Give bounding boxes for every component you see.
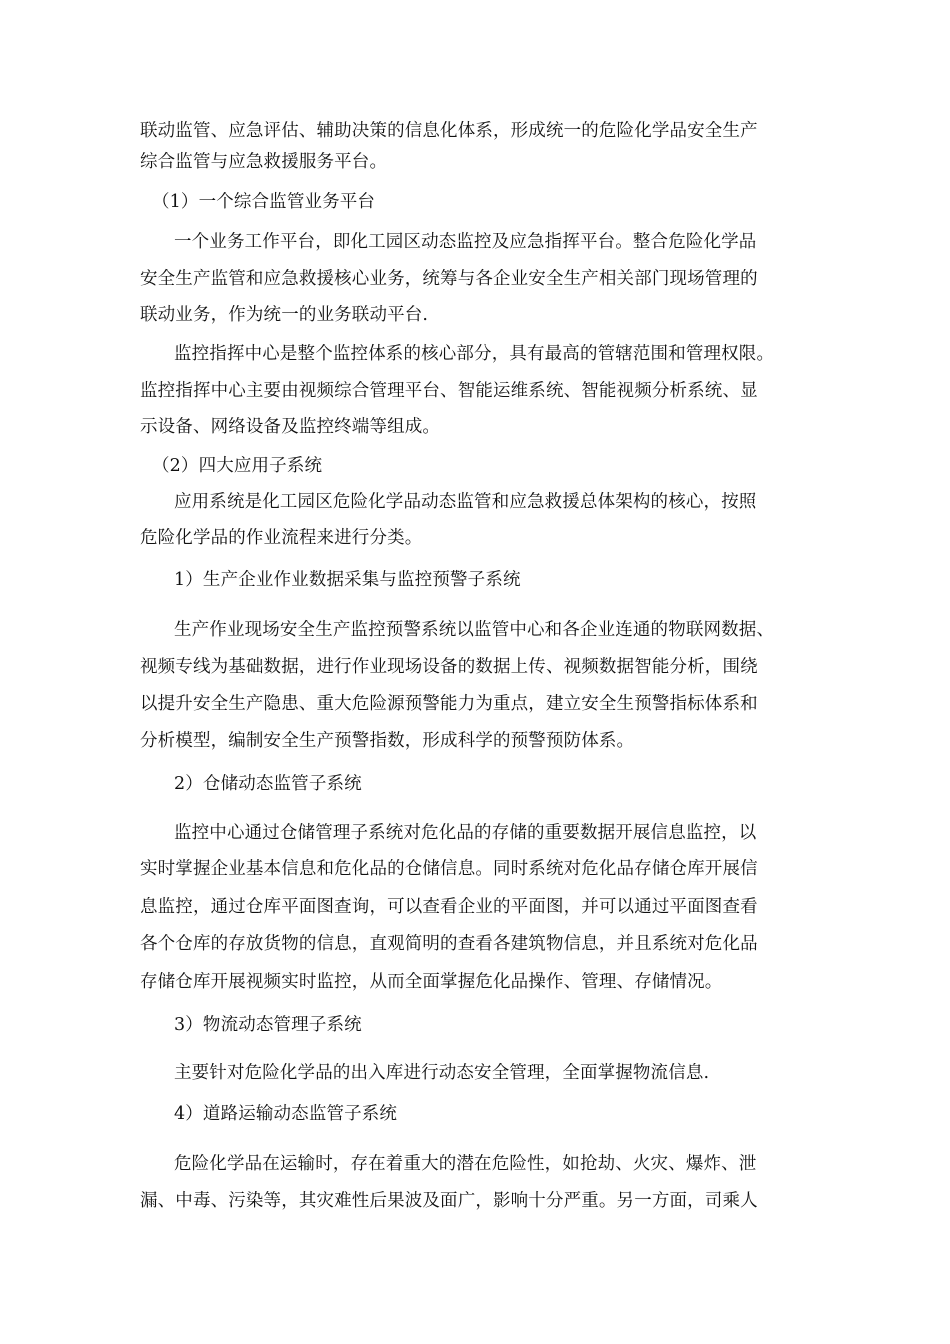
paragraph-line: 各个仓库的存放货物的信息，直观简明的查看各建筑物信息，并且系统对危化品	[140, 934, 758, 954]
subsection-heading: 3）物流动态管理子系统	[174, 1015, 362, 1035]
paragraph-line: 安全生产监管和应急救援核心业务，统筹与各企业安全生产相关部门现场管理的	[140, 269, 758, 289]
subsection-heading: 1）生产企业作业数据采集与监控预警子系统	[174, 570, 521, 590]
paragraph-line: 以提升安全生产隐患、重大危险源预警能力为重点，建立安全生预警指标体系和	[140, 694, 758, 714]
paragraph-line: 一个业务工作平台，即化工园区动态监控及应急指挥平台。整合危险化学品	[174, 232, 757, 252]
paragraph-line: 实时掌握企业基本信息和危化品的仓储信息。同时系统对危化品存储仓库开展信	[140, 859, 758, 879]
subsection-heading: 4）道路运输动态监管子系统	[174, 1104, 398, 1124]
paragraph-line: 分析模型，编制安全生产预警指数，形成科学的预警预防体系。	[140, 731, 635, 751]
paragraph-line: 漏、中毒、污染等，其灾难性后果波及面广，影响十分严重。另一方面，司乘人	[140, 1191, 758, 1211]
paragraph-line: 息监控，通过仓库平面图查询，可以查看企业的平面图，并可以通过平面图查看	[140, 897, 758, 917]
paragraph-line: 危险化学品的作业流程来进行分类。	[140, 528, 423, 548]
paragraph-line: 危险化学品在运输时，存在着重大的潜在危险性，如抢劫、火灾、爆炸、泄	[174, 1154, 757, 1174]
section-heading: （2）四大应用子系统	[152, 456, 323, 476]
paragraph-line: 示设备、网络设备及监控终端等组成。	[140, 417, 441, 437]
paragraph-line: 监控中心通过仓储管理子系统对危化品的存储的重要数据开展信息监控，以	[174, 823, 757, 843]
subsection-heading: 2）仓储动态监管子系统	[174, 774, 362, 794]
paragraph-line: 联动监管、应急评估、辅助决策的信息化体系，形成统一的危险化学品安全生产	[140, 121, 758, 141]
paragraph-line: 应用系统是化工园区危险化学品动态监管和应急救援总体架构的核心，按照	[174, 492, 757, 512]
paragraph-line: 生产作业现场安全生产监控预警系统以监管中心和各企业连通的物联网数据、	[174, 620, 775, 640]
paragraph-line: 综合监管与应急救援服务平台。	[140, 152, 388, 172]
paragraph-line: 监控指挥中心主要由视频综合管理平台、智能运维系统、智能视频分析系统、显	[140, 381, 758, 401]
section-heading: （1）一个综合监管业务平台	[152, 192, 376, 212]
paragraph-line: 存储仓库开展视频实时监控，从而全面掌握危化品操作、管理、存储情况。	[140, 972, 723, 992]
paragraph-line: 主要针对危险化学品的出入库进行动态安全管理，全面掌握物流信息.	[174, 1063, 710, 1083]
paragraph-line: 监控指挥中心是整个监控体系的核心部分，具有最高的管辖范围和管理权限。	[174, 344, 775, 364]
paragraph-line: 视频专线为基础数据，进行作业现场设备的数据上传、视频数据智能分析，围绕	[140, 657, 758, 677]
paragraph-line: 联动业务，作为统一的业务联动平台.	[140, 305, 429, 325]
